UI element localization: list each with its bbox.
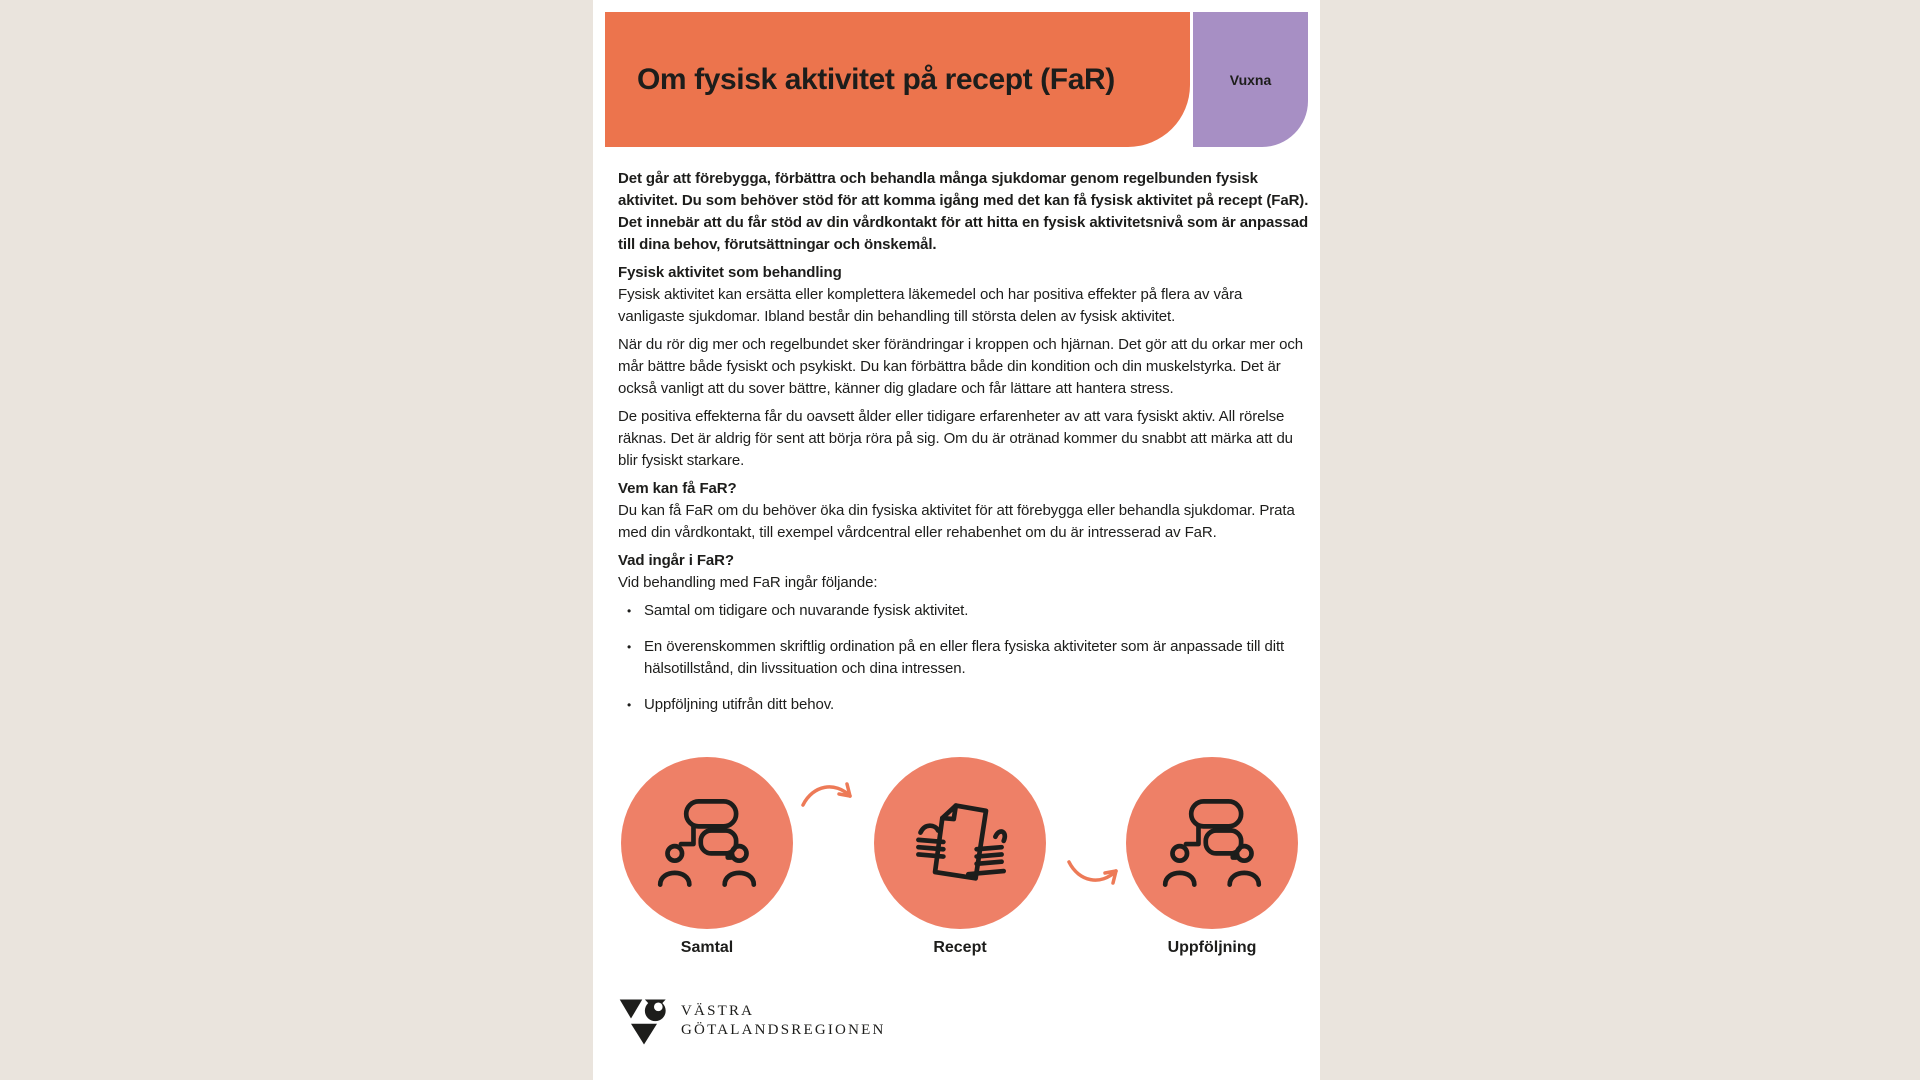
header bbox=[605, 12, 1308, 147]
audience-badge bbox=[1193, 12, 1308, 147]
paragraph: Vid behandling med FaR ingår följande: bbox=[618, 574, 878, 591]
bullet-item bbox=[618, 600, 1310, 622]
document-body bbox=[618, 168, 1310, 754]
intro-paragraph: Det går att förebygga, förbättra och behandla många sjukdomar genom regelbunden fysisk aktivitet. Du som behöver stöd för att komma igång med det kan få fysisk aktivitet på recept (FaR). Det innebär att du får stöd av din vårdkontakt för att hitta en fysisk aktivitetsnivå som är anpassad till dina behov, förutsättningar och önskemål. bbox=[618, 170, 1309, 253]
paragraph: De positiva effekterna får du oavsett ålder eller tidigare erfarenheter av att vara fysiskt aktiv. All rörelse räknas. Det är aldrig för sent att börja röra på sig. Om du är otränad kommer du snabbt att märka att du blir fysiskt starkare. bbox=[618, 408, 1293, 469]
section-heading-vem-kan-fa-far: Vem kan få FaR? bbox=[618, 480, 737, 497]
prescription-icon bbox=[908, 791, 1012, 895]
bullet-list bbox=[618, 600, 1310, 716]
process-step-samtal bbox=[621, 757, 793, 957]
bullet-item bbox=[618, 694, 1310, 716]
logo-wordmark bbox=[681, 995, 886, 1040]
step-label: Uppföljning bbox=[1167, 939, 1257, 956]
section-heading-vad-ingar-i-far: Vad ingår i FaR? bbox=[618, 552, 734, 569]
paragraph: Du kan få FaR om du behöver öka din fysiska aktivitet för att förebygga eller behandla sjukdomar. Prata med din vårdkontakt, till exempel vårdcentral eller rehabenhet om du är intresserad av FaR. bbox=[618, 502, 1295, 541]
conversation-icon bbox=[1160, 791, 1264, 895]
flow-arrow-icon bbox=[1065, 852, 1121, 888]
step-circle bbox=[621, 757, 793, 929]
bullet-text: Uppföljning utifrån ditt behov. bbox=[644, 696, 835, 713]
paragraph: Fysisk aktivitet kan ersätta eller komplettera läkemedel och har positiva effekter på flera av våra vanligaste sjukdomar. Ibland består din behandling till största delen av fysisk aktivitet. bbox=[618, 286, 1243, 325]
header-banner bbox=[605, 12, 1190, 147]
page-title: Om fysisk aktivitet på recept (FaR) bbox=[637, 62, 1115, 96]
section-heading-behandling: Fysisk aktivitet som behandling bbox=[618, 264, 842, 281]
bullet-marker: • bbox=[627, 640, 632, 654]
flow-arrow-icon bbox=[799, 779, 855, 815]
bullet-marker: • bbox=[627, 698, 632, 712]
logo-text-line2: GÖTALANDSREGIONEN bbox=[681, 1022, 886, 1038]
bullet-item bbox=[618, 636, 1310, 680]
step-label: Samtal bbox=[680, 939, 734, 956]
conversation-icon bbox=[655, 791, 759, 895]
paragraph: När du rör dig mer och regelbundet sker förändringar i kroppen och hjärnan. Det gör att du orkar mer och mår bättre både fysiskt och psykiskt. Du kan förbättra både din kondition och din muskelstyrka. Det är också vanligt att du sover bättre, känner dig gladare och får lättare att hantera stress. bbox=[618, 336, 1303, 397]
vgr-emblem-icon bbox=[618, 995, 670, 1049]
bullet-marker: • bbox=[627, 604, 632, 618]
step-label: Recept bbox=[933, 939, 987, 956]
logo-text-line1: VÄSTRA bbox=[681, 1003, 755, 1019]
document-page bbox=[593, 0, 1320, 1080]
step-circle bbox=[874, 757, 1046, 929]
bullet-text: En överenskommen skriftlig ordination på en eller flera fysiska aktiviteter som är anpassade till ditt hälsotillstånd, din livssituation och dina intressen. bbox=[644, 638, 1285, 677]
step-circle bbox=[1126, 757, 1298, 929]
bullet-text: Samtal om tidigare och nuvarande fysisk aktivitet. bbox=[644, 602, 969, 619]
process-step-uppfoljning bbox=[1126, 757, 1298, 957]
audience-label: Vuxna bbox=[1229, 71, 1272, 88]
vgr-logo bbox=[618, 995, 886, 1049]
process-step-recept bbox=[874, 757, 1046, 957]
